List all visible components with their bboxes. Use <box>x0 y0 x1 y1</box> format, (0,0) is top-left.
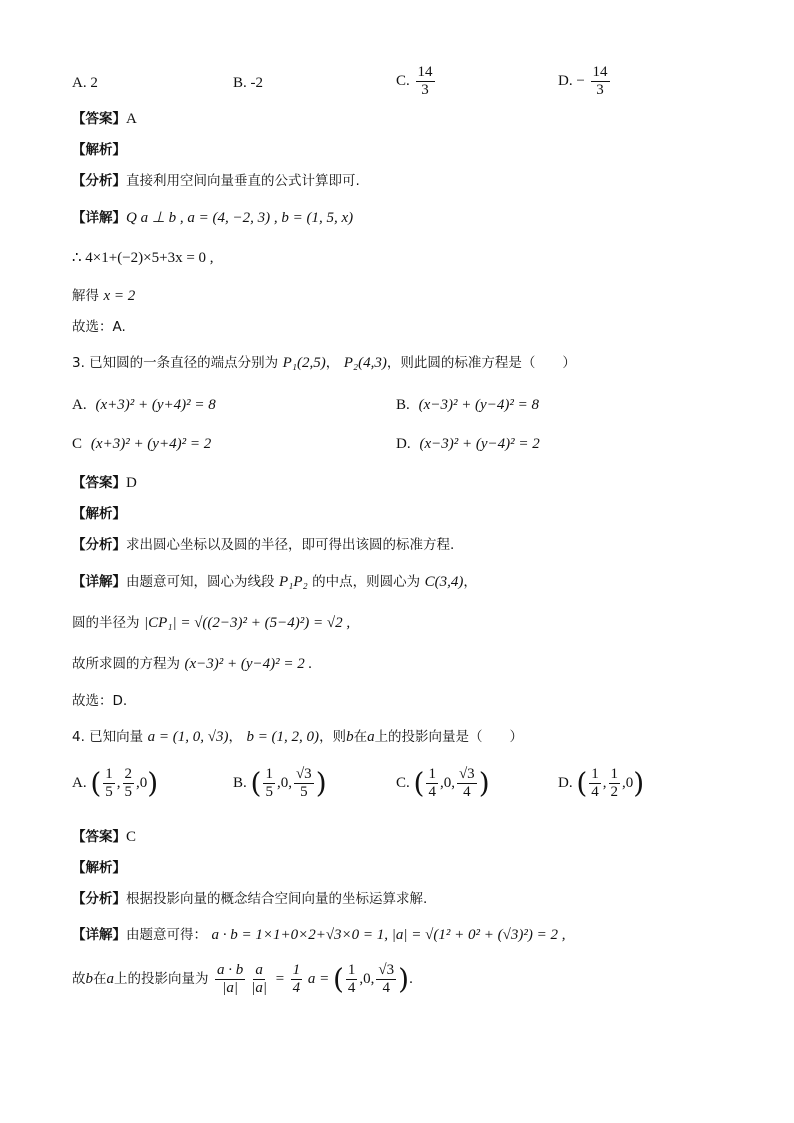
xiangjie-text: 由题意可知，圆心为线段 <box>126 574 275 590</box>
q3-answer <box>72 474 137 492</box>
q2-option-c <box>396 64 437 99</box>
component: 0 <box>139 774 148 791</box>
q4-stem-text: 4. 已知向量 <box>72 729 144 745</box>
fraction-numerator: 1 <box>610 766 619 782</box>
fenxi-text: 根据投影向量的概念结合空间向量的坐标运算求解. <box>126 891 428 907</box>
final-text: 在 <box>93 970 107 987</box>
fraction-denominator: 4 <box>591 784 599 800</box>
q3-stem-end: ，则此圆的标准方程是（ ） <box>386 355 576 371</box>
final-text: 故 <box>72 970 86 987</box>
q4-stem-mid: ，则 <box>319 729 347 745</box>
q2-choose: 故选：A. <box>72 319 126 335</box>
fraction-denominator: 4 <box>382 980 390 996</box>
fraction-denominator: 4 <box>292 980 301 996</box>
radius-math: |CP₁| = √((2−3)² + (5−4)²) = √2 , <box>143 615 351 631</box>
q3-equation <box>72 655 312 673</box>
component: 0 <box>280 774 289 791</box>
q3-analysis-tag: 【解析】 <box>72 506 126 522</box>
q4-stem-end: 上的投影向量是（ ） <box>374 729 524 745</box>
option-math: (x+3)² + (y+4)² = 2 <box>90 436 212 452</box>
q4-option-d: D. ( $\frac{1}{4}$ , $\frac{1}{2}$ ,0) <box>558 766 645 800</box>
fraction-numerator: a · b <box>216 962 244 978</box>
unit-vector-fraction <box>249 962 269 997</box>
q2-xiangjie <box>72 209 353 227</box>
q3-point-p2: P₂(4,3) <box>343 355 387 371</box>
option-label: C <box>72 436 83 452</box>
xiangjie-text: 由题意可得： <box>126 927 207 943</box>
equals-sign: = <box>274 970 285 987</box>
q2-fenxi <box>72 172 360 190</box>
final-text: 上的投影向量为 <box>114 970 209 987</box>
option-label: B. <box>396 397 410 413</box>
fenxi-tag: 【分析】 <box>72 891 126 907</box>
q4-stem-in: 在 <box>353 729 368 745</box>
xiangjie-tag: 【详解】 <box>72 574 126 590</box>
fraction-denominator: 5 <box>124 784 133 800</box>
q4-final: 故b在a上的投影向量为 $\frac{a \cdot b}{|a|}$ $\frac{a}{|a|}$ = $\frac{1}{4}$ a = ( $\frac{1}{4}$ ,0, $\frac{√3}{4}$ ). <box>72 962 413 996</box>
q2-answer <box>72 110 137 128</box>
fraction-numerator: a <box>255 962 263 978</box>
segment-p1p2: P₁P₂ <box>278 574 308 590</box>
answer-value: D <box>126 475 137 491</box>
q3-xiangjie: 【详解】由题意可知，圆心为线段 P₁P₂ 的中点，则圆心为 C(3,4)， <box>72 574 477 590</box>
step-text: 解得 <box>72 288 99 304</box>
option-label: A. <box>72 774 87 791</box>
q4-option-c: C. ( $\frac{1}{4}$ ,0, $\frac{√3}{4}$ ) <box>396 766 490 800</box>
fraction-denominator: 2 <box>610 784 619 800</box>
option-label: D. <box>396 436 411 452</box>
q2-analysis-tag: 【解析】 <box>72 142 126 158</box>
q4-option-a: A. ( $\frac{1}{5}$ , $\frac{2}{5}$ ,0) <box>72 766 159 800</box>
fraction-denominator: 3 <box>421 82 429 98</box>
q2-option-c-label: C. <box>396 72 410 89</box>
vector-a: a = (1, 0, √3) <box>147 729 229 745</box>
xiangjie-tag: 【详解】 <box>72 210 126 226</box>
q4-xiangjie <box>72 926 565 944</box>
q3-fenxi <box>72 536 454 554</box>
q3-point-p1: P₁(2,5) <box>282 355 326 371</box>
q3-stem: 3. 已知圆的一条直径的端点分别为 P₁(2,5)， P₂(4,3)，则此圆的标准方程是（ ） <box>72 355 576 371</box>
fraction-denominator: 5 <box>265 784 273 800</box>
component: 0 <box>625 774 634 791</box>
fraction-numerator: 2 <box>124 766 133 782</box>
radius-text: 圆的半径为 <box>72 615 140 631</box>
fraction-numerator: 1 <box>265 766 273 782</box>
vector-b-ref: b <box>85 970 93 987</box>
q4-fenxi <box>72 890 427 908</box>
fraction-numerator: 1 <box>347 962 356 978</box>
xiangjie-tag: 【详解】 <box>72 927 126 943</box>
projection-scalar-fraction <box>215 962 245 997</box>
q4-answer <box>72 828 136 846</box>
fenxi-text: 直接利用空间向量垂直的公式计算即可. <box>126 173 360 189</box>
q3-choose: 故选：D. <box>72 693 128 709</box>
fraction-numerator: √3 <box>295 766 312 782</box>
fraction-numerator: 14 <box>592 64 608 80</box>
q2-option-d-fraction <box>591 64 610 99</box>
answer-tag: 【答案】 <box>72 829 126 845</box>
q3-option-d <box>396 435 540 453</box>
fraction-denominator: 4 <box>428 784 436 800</box>
fraction-numerator: 14 <box>417 64 433 80</box>
option-label: B. <box>233 774 247 791</box>
vector-a-ref: a <box>106 970 114 987</box>
equation-text: 故所求圆的方程为 <box>72 656 180 672</box>
q4-analysis-tag: 【解析】 <box>72 860 126 876</box>
q3-stem-text: 3. 已知圆的一条直径的端点分别为 <box>72 355 279 371</box>
fenxi-tag: 【分析】 <box>72 537 126 553</box>
fenxi-text: 求出圆心坐标以及圆的半径，即可得出该圆的标准方程. <box>126 537 455 553</box>
q2-option-a: A. 2 <box>72 75 98 91</box>
center-point: C(3,4) <box>424 574 464 590</box>
option-label: C. <box>396 774 410 791</box>
q3-option-c <box>72 435 211 453</box>
vector-a-eq: a = <box>307 970 330 987</box>
q3-option-a <box>72 396 216 414</box>
option-math: (x−3)² + (y−4)² = 8 <box>418 397 539 413</box>
answer-value: A <box>126 111 137 127</box>
q4-stem: 4. 已知向量 a = (1, 0, √3)， b = (1, 2, 0)，则b在a上的投影向量是（ ） <box>72 729 524 745</box>
answer-value: C <box>126 829 137 845</box>
option-label: A. <box>72 397 87 413</box>
option-math: (x+3)² + (y+4)² = 8 <box>95 397 216 413</box>
xiangjie-math: Q a ⊥ b , a = (4, −2, 3) , b = (1, 5, x) <box>126 210 354 226</box>
component: 0 <box>443 774 452 791</box>
q3-option-b <box>396 396 539 414</box>
fraction-denominator: 5 <box>300 784 308 800</box>
fraction-denominator: |a| <box>251 980 267 996</box>
xiangjie-math: a · b = 1×1+0×2+√3×0 = 1, |a| = √(1² + 0² + (√3)²) = 2 , <box>211 927 566 943</box>
answer-tag: 【答案】 <box>72 111 126 127</box>
fraction-denominator: 3 <box>596 82 604 98</box>
vector-b: b = (1, 2, 0) <box>246 729 320 745</box>
option-math: (x−3)² + (y−4)² = 2 <box>419 436 540 452</box>
q2-step-2 <box>72 287 135 305</box>
q2-step-1: ∴ 4×1+(−2)×5+3x = 0 , <box>72 250 214 266</box>
final-period: . <box>409 970 413 987</box>
fraction-numerator: √3 <box>378 962 395 978</box>
step-math: x = 2 <box>103 288 136 304</box>
fraction-numerator: √3 <box>458 766 475 782</box>
option-label: D. <box>558 774 573 791</box>
q3-radius <box>72 614 350 632</box>
xiangjie-text-2: 的中点，则圆心为 <box>312 574 421 590</box>
fraction-numerator: 1 <box>292 962 301 978</box>
q2-option-c-fraction <box>416 64 435 99</box>
fraction-numerator: 1 <box>591 766 599 782</box>
q4-option-b: B. ( $\frac{1}{5}$ ,0, $\frac{√3}{5}$ ) <box>233 766 327 800</box>
vector-a-ref: a <box>367 729 375 745</box>
component: 0 <box>363 970 371 987</box>
equation-math: (x−3)² + (y−4)² = 2 . <box>184 656 313 672</box>
fraction-denominator: 4 <box>347 980 356 996</box>
answer-tag: 【答案】 <box>72 475 126 491</box>
fraction-numerator: 1 <box>105 766 113 782</box>
fraction-denominator: |a| <box>222 980 238 996</box>
q2-option-d <box>558 64 612 99</box>
q2-option-b: B. -2 <box>233 75 263 91</box>
q2-option-d-label: D. − <box>558 72 585 89</box>
vector-b-ref: b <box>346 729 354 745</box>
fenxi-tag: 【分析】 <box>72 173 126 189</box>
fraction-denominator: 4 <box>463 784 471 800</box>
fraction-numerator: 1 <box>428 766 436 782</box>
fraction-denominator: 5 <box>105 784 113 800</box>
